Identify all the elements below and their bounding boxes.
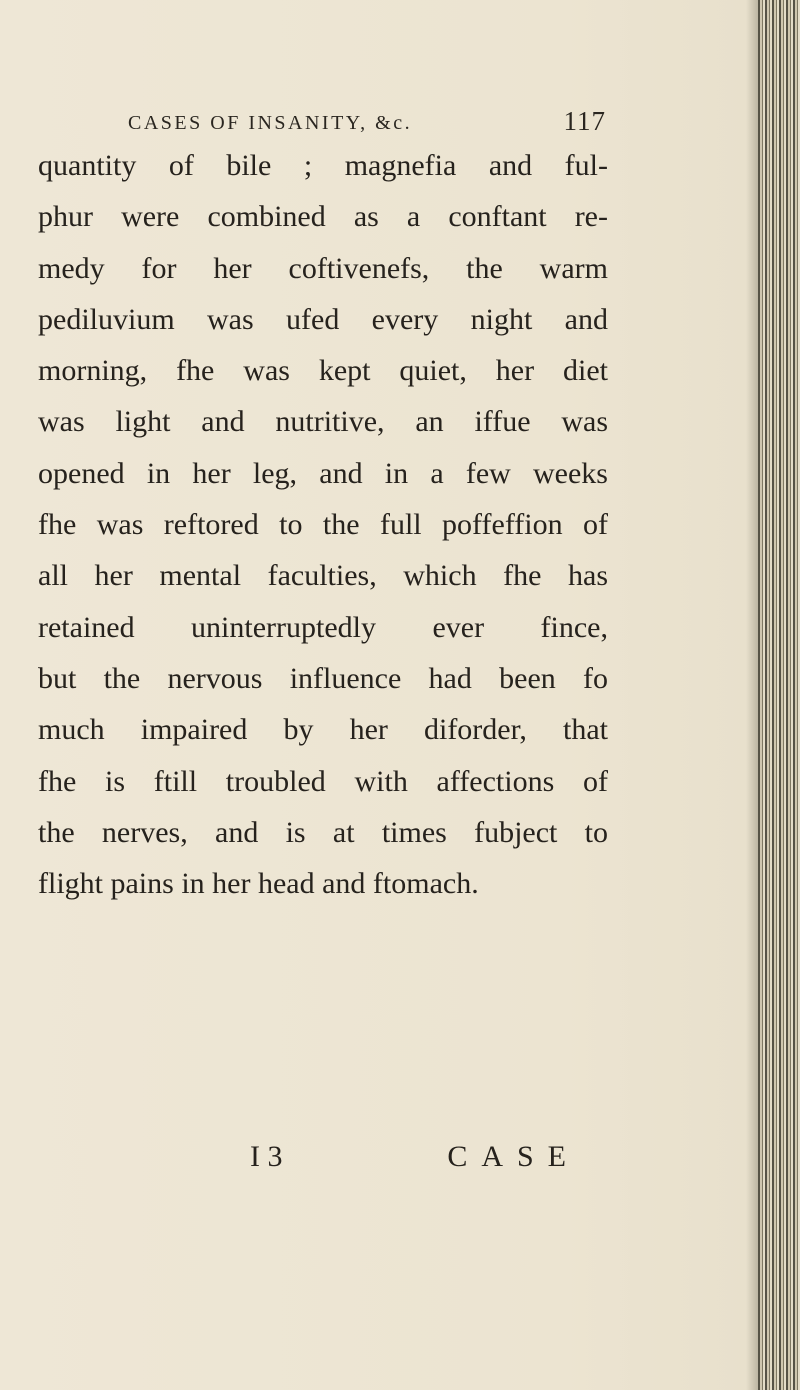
running-head	[128, 106, 606, 142]
book-binding-edge	[758, 0, 800, 1390]
text-line: much impaired by her diforder, that	[38, 713, 608, 747]
body-text	[38, 140, 608, 909]
text-line: fhe is ftill troubled with affections of	[38, 764, 608, 798]
text-line: fhe was reftored to the full poffeffion of	[38, 508, 608, 542]
binding-shadow	[746, 0, 758, 1390]
text-line: phur were combined as a conftant re-	[38, 200, 608, 234]
catchword: CASE	[447, 1140, 580, 1173]
text-line: the nerves, and is at times fubject to	[38, 815, 608, 849]
text-line: opened in her leg, and in a few weeks	[38, 456, 608, 490]
text-line: quantity of bile ; magnefia and ful-	[38, 149, 608, 182]
text-line: was light and nutritive, an iffue was	[38, 405, 608, 439]
text-line: all her mental faculties, which fhe has	[38, 559, 608, 593]
text-line: pediluvium was ufed every night and	[38, 302, 608, 336]
text-line: flight pains in her head and ftomach.	[38, 867, 479, 901]
text-line: retained uninterruptedly ever fince,	[38, 610, 608, 644]
running-title: CASES OF INSANITY, &c.	[128, 112, 413, 134]
signature-mark: I 3	[250, 1140, 283, 1173]
text-line: but the nervous influence had been fo	[38, 661, 608, 695]
page-footer	[250, 1140, 580, 1184]
text-line: morning, fhe was kept quiet, her diet	[38, 354, 608, 388]
text-line: medy for her coftivenefs, the warm	[38, 251, 608, 285]
page-number: 117	[563, 106, 606, 136]
